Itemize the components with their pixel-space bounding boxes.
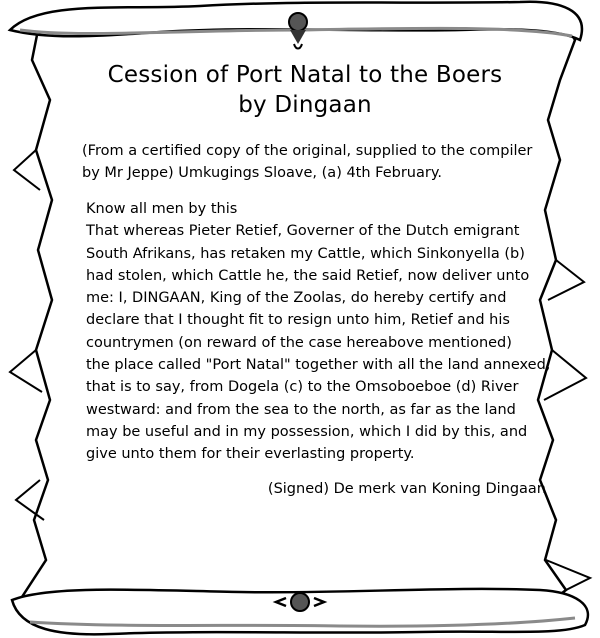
- body-line: give unto them for their everlasting property.: [86, 446, 415, 463]
- left-edge-tear: [10, 150, 44, 520]
- body-line: declare that I thought fit to resign unto him, Retief and his: [86, 312, 510, 329]
- source-line: by Mr Jeppe) Umkugings Sloave, (a) 4th February.: [82, 165, 442, 181]
- signature-line: (Signed) De merk van Koning Dingaan: [267, 480, 546, 497]
- document-content: [62, 60, 551, 500]
- body-line: may be useful and in my possession, which I did by this, and: [86, 423, 528, 440]
- body-line: South Afrikans, has retaken my Cattle, which Sinkonyella (b): [86, 245, 525, 262]
- title-line-1: Cession of Port Natal to the Boers: [107, 62, 503, 88]
- document-title: [62, 60, 548, 120]
- body-line: the place called "Port Natal" together with all the land annexed,: [86, 357, 551, 374]
- body-line: had stolen, which Cattle he, the said Retief, now deliver unto: [86, 267, 530, 284]
- body-line: that is to say, from Dogela (c) to the Omsoboeboe (d) River: [86, 379, 519, 396]
- body-line: me: I, DINGAAN, King of the Zoolas, do hereby certify and: [86, 290, 507, 307]
- body-line: countrymen (on reward of the case hereabove mentioned): [86, 334, 512, 351]
- deed-body: [62, 198, 551, 466]
- source-line: (From a certified copy of the original, supplied to the compiler: [82, 143, 533, 159]
- title-line-2: by Dingaan: [238, 92, 372, 118]
- body-line: westward: and from the sea to the north, as far as the land: [86, 401, 516, 418]
- source-note: [62, 140, 548, 184]
- body-line: Know all men by this: [86, 201, 238, 217]
- body-line: That whereas Pieter Retief, Governer of the Dutch emigrant: [86, 223, 520, 240]
